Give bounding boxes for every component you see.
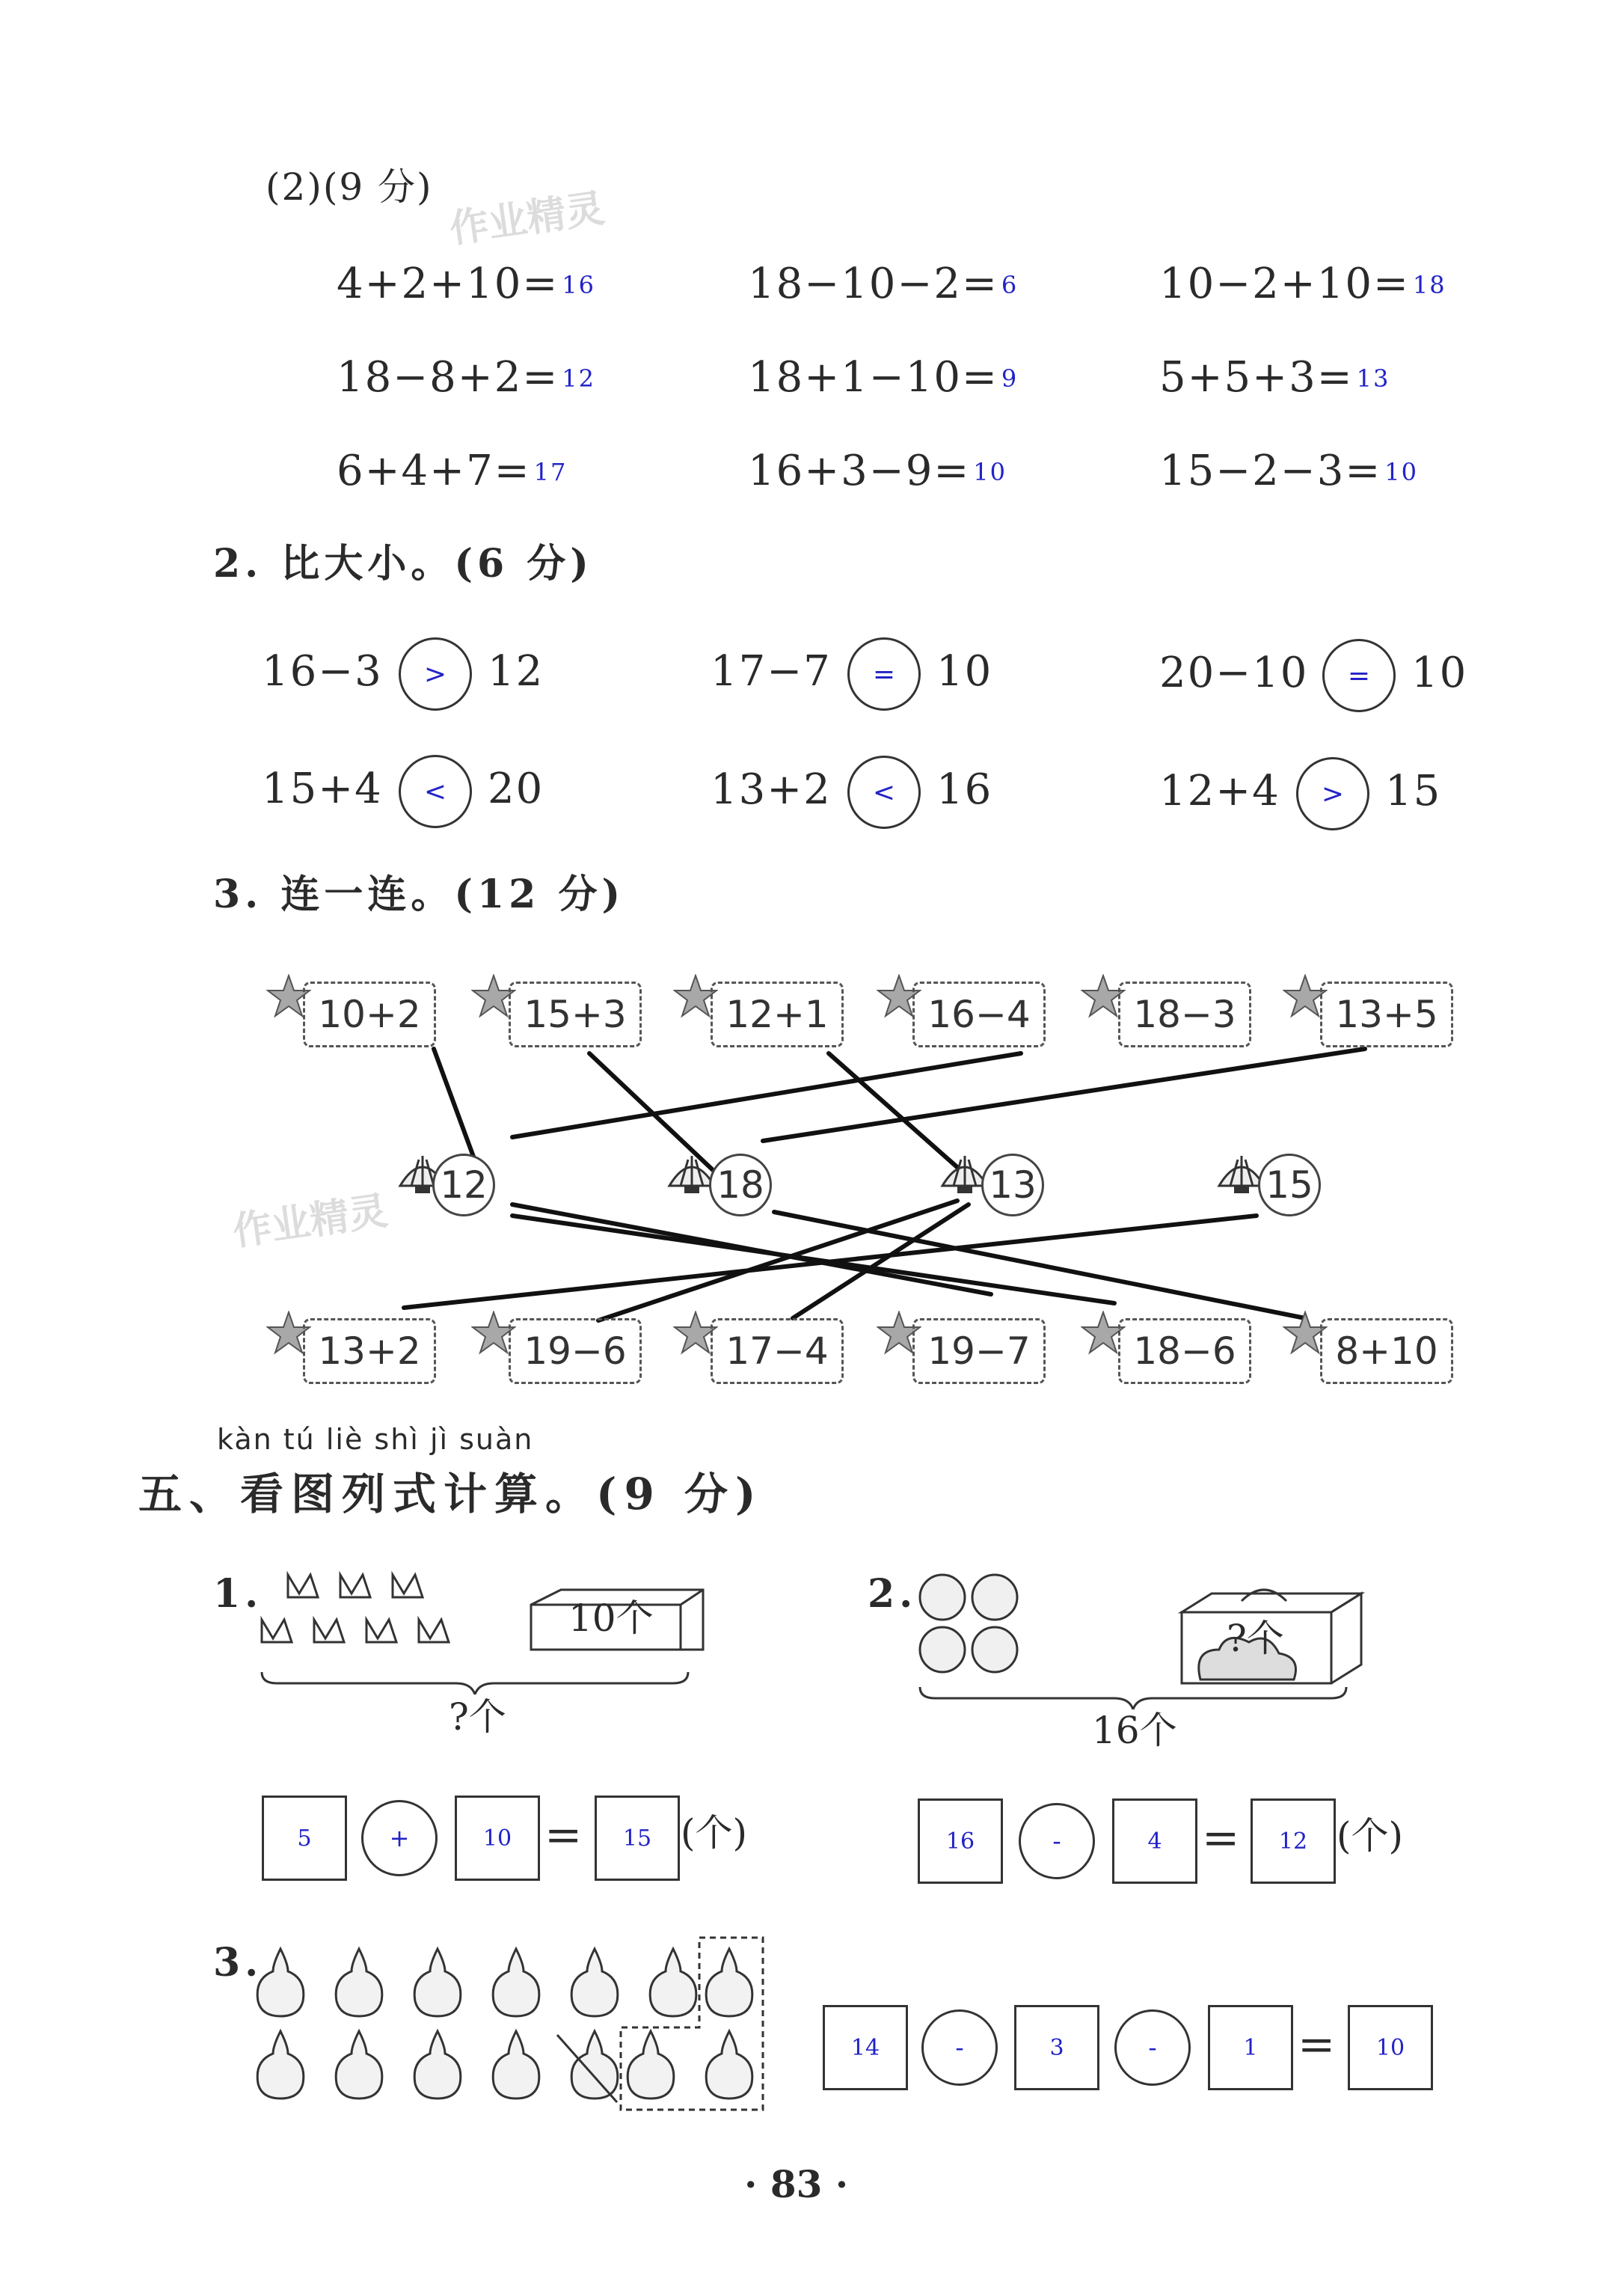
top-expression-box[interactable]: 10+2 [303,982,436,1047]
answer: 13 [1356,364,1390,393]
bottom-expression-box[interactable]: 13+2 [303,1318,436,1384]
equation-r1c1: 4+2+10= 16 [337,260,595,308]
equation-r3c2: 16+3−9= 10 [748,447,1007,495]
answer-box[interactable]: 16 [918,1798,1003,1884]
compare-answer-circle: > [1296,757,1369,830]
bottom-expression-box[interactable]: 8+10 [1320,1318,1453,1384]
top-expression-box[interactable]: 12+1 [711,982,844,1047]
answer: 16 [562,271,595,299]
equation-r3c3: 15−2−3= 10 [1159,447,1418,495]
answer: 10 [1384,458,1418,486]
answer: 12 [562,364,595,393]
answer-box[interactable]: 5 [262,1796,347,1881]
answer-box[interactable]: 10 [455,1796,540,1881]
bottom-expression-box[interactable]: 19−7 [912,1318,1046,1384]
middle-number-circle[interactable]: 18 [709,1154,772,1216]
answer: 6 [1001,271,1019,299]
answer-box[interactable]: 10 [1348,2005,1433,2090]
compare-left: 15+4 [262,765,383,813]
connect-line [598,1201,957,1320]
compare-left: 13+2 [711,765,832,814]
operator-circle[interactable]: - [1114,2009,1191,2086]
equals-sign: = [1202,1812,1240,1864]
compare-left: 17−7 [711,647,832,696]
top-expression-box[interactable]: 18−3 [1118,982,1251,1047]
equation-r2c1: 18−8+2= 12 [337,353,595,402]
answer-box[interactable]: 3 [1014,2005,1099,2090]
compare-answer-circle: < [399,755,472,828]
answer: 10 [973,458,1007,486]
problem-number: 2. [868,1571,918,1617]
equation-r2c2: 18+1−10= 9 [748,353,1019,402]
compare-right: 15 [1385,767,1442,815]
answer: 9 [1001,364,1019,393]
top-expression-box[interactable]: 15+3 [509,982,642,1047]
compare-left: 16−3 [262,647,383,696]
equation-r1c2: 18−10−2= 6 [748,260,1019,308]
compare-right: 10 [1411,649,1468,697]
connect-title: 3. 连一连。(12 分) [213,872,625,917]
answer-box[interactable]: 1 [1208,2005,1293,2090]
problem-number: 1. [213,1571,263,1617]
middle-number-circle[interactable]: 15 [1258,1154,1321,1216]
bottom-expression-box[interactable]: 18−6 [1118,1318,1251,1384]
equation-r1c3: 10−2+10= 18 [1159,260,1446,308]
compare-right: 12 [488,647,544,696]
watermark: 作业精灵 [230,1188,390,1255]
answer-box[interactable]: 14 [823,2005,908,2090]
compare-right: 20 [488,765,544,813]
compare-answer-circle: = [847,637,921,711]
box-label: ?个 [1227,1617,1284,1660]
answer: 18 [1412,271,1446,299]
compare-left: 20−10 [1159,649,1309,697]
answer: 17 [533,458,568,486]
pinyin: kàn tú liè shì jì suàn [217,1423,534,1456]
bottom-expression-box[interactable]: 19−6 [509,1318,642,1384]
top-expression-box[interactable]: 13+5 [1320,982,1453,1047]
box-label: 10个 [568,1597,654,1640]
compare-right: 10 [936,647,993,696]
operator-circle[interactable]: - [1019,1803,1095,1879]
equals-sign: = [1298,2018,1336,2071]
middle-number-circle[interactable]: 13 [981,1154,1044,1216]
compare-title: 2. 比大小。(6 分) [213,541,593,587]
equation-r2c3: 5+5+3= 13 [1159,353,1390,402]
compare-answer-circle: = [1322,639,1396,712]
compare-answer-circle: > [399,637,472,711]
compare-answer-circle: < [847,756,921,829]
top-expression-box[interactable]: 16−4 [912,982,1046,1047]
section-title: 五、看图列式计算。(9 分) [138,1469,764,1519]
compare-left: 12+4 [1159,767,1280,815]
answer-box[interactable]: 15 [595,1796,680,1881]
answer-box[interactable]: 4 [1112,1798,1197,1884]
connect-line [512,1216,1114,1303]
sub-question-title: (2)(9 分) [266,165,433,209]
unit-label: (个) [1337,1814,1404,1858]
total-label: 16个 [1092,1709,1177,1752]
total-label: ?个 [449,1695,506,1739]
equation-r3c1: 6+4+7= 17 [337,447,568,495]
apples-and-box-icon [912,1567,1376,1709]
connect-line [512,1053,1021,1137]
watermark: 作业精灵 [447,186,607,253]
unit-label: (个) [681,1811,748,1855]
equals-sign: = [544,1809,583,1861]
middle-number-circle[interactable]: 12 [432,1154,495,1216]
answer-box[interactable]: 12 [1251,1798,1336,1884]
problem-number: 3. [213,1940,263,1986]
compare-right: 16 [936,765,993,814]
operator-circle[interactable]: - [921,2009,998,2086]
connect-line [763,1049,1365,1141]
page-number: · 83 · [744,2162,849,2206]
pears-icon [251,1934,774,2113]
operator-circle[interactable]: + [361,1800,438,1876]
bottom-expression-box[interactable]: 17−4 [711,1318,844,1384]
